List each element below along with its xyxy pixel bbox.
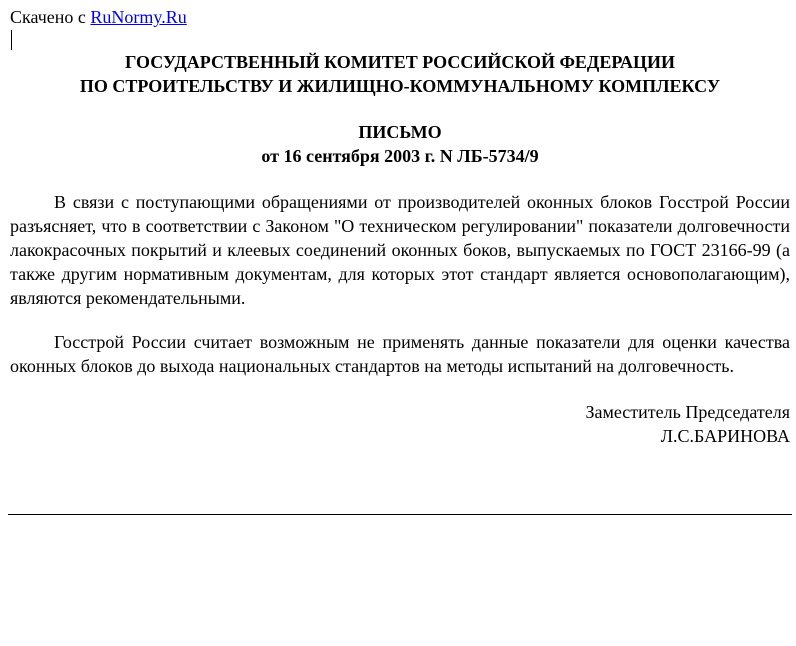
text-cursor xyxy=(11,30,12,50)
document-type: ПИСЬМО xyxy=(358,122,442,142)
source-prefix: Скачено с xyxy=(10,7,91,27)
body-paragraph-2: Госстрой России считает возможным не применять данные показатели для оценки качества оконных блоков до выхода национальных стандартов на методы испытаний на долговечность. xyxy=(10,332,790,376)
page-divider xyxy=(8,514,792,515)
document-date-number: от 16 сентября 2003 г. N ЛБ-5734/9 xyxy=(261,146,539,166)
issuer-header xyxy=(10,50,790,98)
issuer-line-2: ПО СТРОИТЕЛЬСТВУ И ЖИЛИЩНО-КОММУНАЛЬНОМУ КОМПЛЕКСУ xyxy=(79,76,721,96)
document-page xyxy=(10,6,790,448)
signature-name: Л.С.БАРИНОВА xyxy=(660,426,790,446)
signature-block xyxy=(10,400,790,448)
document-title-block xyxy=(10,120,790,168)
issuer-line-1: ГОСУДАРСТВЕННЫЙ КОМИТЕТ РОССИЙСКОЙ ФЕДЕРАЦИИ xyxy=(124,52,676,72)
source-line xyxy=(10,6,790,28)
signature-position: Заместитель Председателя xyxy=(585,402,790,422)
body-paragraph-1: В связи с поступающими обращениями от производителей оконных блоков Госстрой России разъясняет, что в соответствии с Законом "О техническом регулировании" показатели долговечности лакокрасочных покрытий и клеевых соединений оконных боков, выпускаемых по ГОСТ 23166-99 (а также другим нормативным документам, для которых этот стандарт является основополагающим), являются рекомендательными. xyxy=(10,192,790,308)
source-link[interactable]: RuNormy.Ru xyxy=(90,7,187,27)
